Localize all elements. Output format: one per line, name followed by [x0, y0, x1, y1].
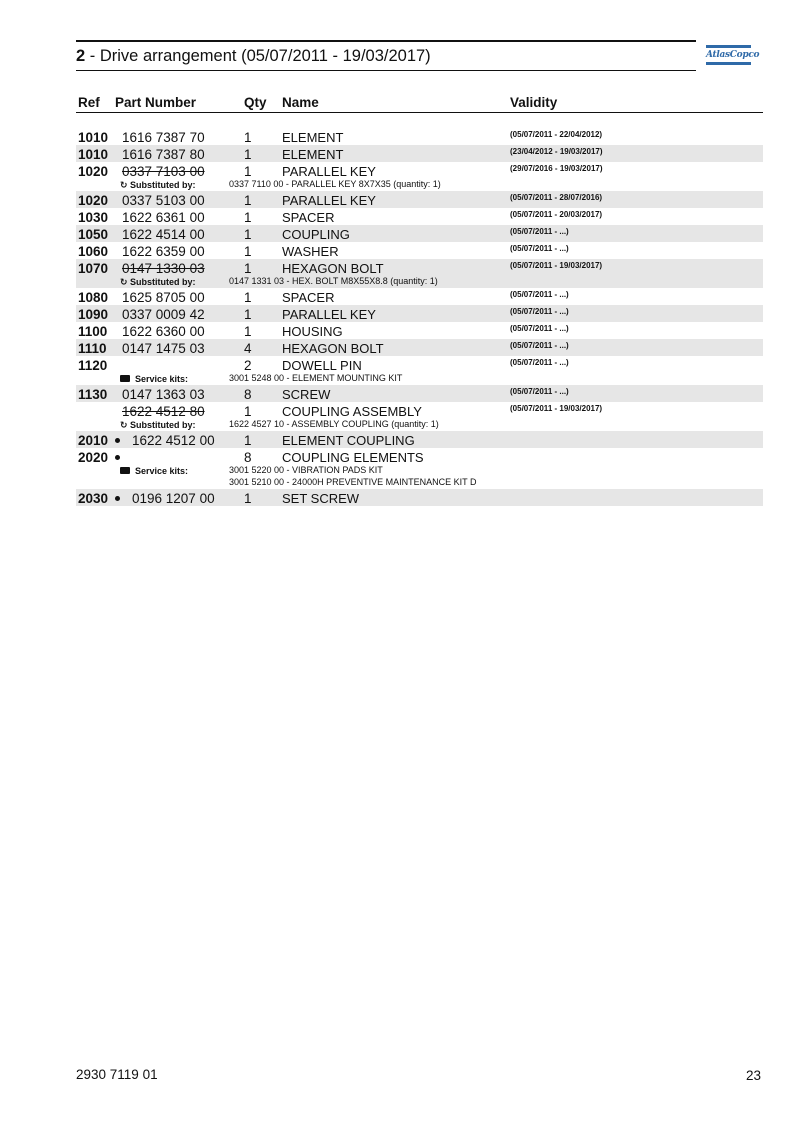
table-row — [76, 356, 763, 385]
page-title — [76, 42, 696, 70]
row-name: PARALLEL KEY — [282, 307, 376, 322]
row-validity: (05/07/2011 - 19/03/2017) — [510, 404, 603, 413]
row-validity: (05/07/2011 - ...) — [510, 244, 569, 253]
row-validity: (05/07/2011 - ...) — [510, 341, 569, 350]
row-qty: 1 — [244, 433, 252, 448]
substituted-by-label — [120, 420, 196, 431]
table-row — [76, 431, 763, 448]
row-ref: 1080 — [78, 290, 109, 305]
row-qty: 1 — [244, 244, 252, 259]
substituted-by-label — [120, 277, 196, 288]
service-kit-text: 3001 5248 00 - ELEMENT MOUNTING KIT — [229, 373, 403, 383]
row-validity: (05/07/2011 - ...) — [510, 290, 569, 299]
service-kit-line — [76, 477, 763, 489]
row-validity: (05/07/2011 - 28/07/2016) — [510, 193, 603, 202]
row-ref: 1060 — [78, 244, 109, 259]
row-qty: 1 — [244, 147, 252, 162]
row-qty: 1 — [244, 307, 252, 322]
row-qty: 8 — [244, 387, 252, 402]
row-ref: 2030 — [78, 491, 109, 506]
row-ref: 1010 — [78, 147, 109, 162]
row-qty: 1 — [244, 130, 252, 145]
table-row — [76, 225, 763, 242]
row-part-number: 1622 6361 00 — [122, 210, 205, 225]
table-row — [76, 145, 763, 162]
row-ref: 1130 — [78, 387, 108, 402]
substitute-text: 0147 1331 03 - HEX. BOLT M8X55X8.8 (quantity: 1) — [229, 276, 438, 286]
row-part-number: 1616 7387 80 — [122, 147, 205, 162]
row-name: HEXAGON BOLT — [282, 341, 384, 356]
refresh-icon: ↻ — [120, 420, 128, 430]
row-ref: 2010 — [78, 433, 109, 448]
row-validity: (05/07/2011 - ...) — [510, 358, 569, 367]
row-qty: 1 — [244, 193, 252, 208]
page-header — [76, 40, 696, 71]
row-name: SCREW — [282, 387, 331, 402]
row-name: PARALLEL KEY — [282, 193, 376, 208]
row-name: WASHER — [282, 244, 339, 259]
table-row — [76, 305, 763, 322]
row-ref: 1020 — [78, 164, 109, 179]
row-qty: 1 — [244, 491, 252, 506]
row-qty: 1 — [244, 324, 252, 339]
row-part-number: 0337 0009 42 — [122, 307, 205, 322]
toolbox-icon — [120, 467, 130, 474]
service-kits-label — [120, 466, 188, 476]
row-name: ELEMENT — [282, 147, 344, 162]
row-name: SPACER — [282, 290, 335, 305]
row-part-number: 1622 6360 00 — [122, 324, 205, 339]
row-part-number: 1622 4512 00 — [132, 433, 215, 448]
row-qty: 1 — [244, 227, 252, 242]
sub-label-text: Substituted by: — [130, 420, 196, 430]
row-part-number: 0337 7103 00 — [122, 164, 205, 179]
row-validity: (05/07/2011 - 20/03/2017) — [510, 210, 603, 219]
sub-label-text: Substituted by: — [130, 277, 196, 287]
bullet-icon — [115, 496, 120, 501]
atlas-copco-logo — [706, 45, 760, 67]
bullet-icon — [115, 455, 120, 460]
row-name: HEXAGON BOLT — [282, 261, 384, 276]
row-part-number: 1622 4514 00 — [122, 227, 205, 242]
logo-text: AtlasCopco — [706, 50, 760, 60]
row-qty: 1 — [244, 290, 252, 305]
table-row — [76, 489, 763, 506]
bullet-icon — [115, 438, 120, 443]
substitution-line — [76, 179, 763, 191]
sub-label-text: Service kits: — [135, 374, 189, 384]
row-validity: (29/07/2016 - 19/03/2017) — [510, 164, 603, 173]
parts-list — [76, 128, 763, 506]
service-kit-text: 3001 5210 00 - 24000H PREVENTIVE MAINTENANCE KIT D — [229, 477, 477, 487]
table-row — [76, 288, 763, 305]
col-ref: Ref — [78, 95, 100, 110]
table-row — [76, 128, 763, 145]
row-qty: 1 — [244, 404, 252, 419]
toolbox-icon — [120, 375, 130, 382]
table-row — [76, 208, 763, 225]
table-row — [76, 385, 763, 402]
table-row — [76, 242, 763, 259]
substitution-line — [76, 276, 763, 288]
section-number: 2 — [76, 47, 86, 65]
row-part-number: 0196 1207 00 — [132, 491, 215, 506]
row-ref: 1030 — [78, 210, 109, 225]
sub-label-text: Service kits: — [135, 466, 189, 476]
row-name: COUPLING — [282, 227, 350, 242]
table-row — [76, 191, 763, 208]
row-qty: 8 — [244, 450, 252, 465]
table-row — [76, 402, 763, 431]
row-ref: 1090 — [78, 307, 109, 322]
row-name: COUPLING ASSEMBLY — [282, 404, 422, 419]
row-name: SET SCREW — [282, 491, 360, 506]
table-row — [76, 339, 763, 356]
row-ref: 2020 — [78, 450, 109, 465]
row-ref: 1110 — [78, 341, 107, 356]
col-qty: Qty — [244, 95, 267, 110]
row-part-number: 1622 4512 80 — [122, 404, 205, 419]
row-name: HOUSING — [282, 324, 343, 339]
document-number: 2930 7119 01 — [76, 1067, 158, 1082]
refresh-icon: ↻ — [120, 277, 128, 287]
row-part-number: 0147 1475 03 — [122, 341, 205, 356]
row-ref: 1070 — [78, 261, 109, 276]
row-qty: 1 — [244, 164, 252, 179]
table-row — [76, 162, 763, 191]
refresh-icon: ↻ — [120, 180, 128, 190]
header-rule-bottom — [76, 70, 696, 71]
page-number: 23 — [746, 1068, 762, 1083]
row-name: PARALLEL KEY — [282, 164, 376, 179]
row-qty: 1 — [244, 210, 252, 225]
col-part-number: Part Number — [115, 95, 197, 110]
row-validity: (05/07/2011 - ...) — [510, 387, 569, 396]
row-validity: (05/07/2011 - ...) — [510, 307, 569, 316]
row-ref: 1100 — [78, 324, 108, 339]
row-part-number: 0337 5103 00 — [122, 193, 205, 208]
table-row — [76, 322, 763, 339]
sub-label-text: Substituted by: — [130, 180, 196, 190]
row-name: SPACER — [282, 210, 335, 225]
row-qty: 1 — [244, 261, 252, 276]
substituted-by-label — [120, 180, 196, 191]
service-kit-line — [76, 373, 763, 385]
row-qty: 4 — [244, 341, 252, 356]
row-validity: (05/07/2011 - 19/03/2017) — [510, 261, 603, 270]
row-validity: (23/04/2012 - 19/03/2017) — [510, 147, 603, 156]
row-validity: (05/07/2011 - ...) — [510, 324, 569, 333]
row-part-number: 0147 1363 03 — [122, 387, 205, 402]
row-part-number: 1622 6359 00 — [122, 244, 205, 259]
row-ref: 1010 — [78, 130, 109, 145]
section-title: - Drive arrangement (05/07/2011 - 19/03/2017) — [85, 47, 431, 65]
row-validity: (05/07/2011 - 22/04/2012) — [510, 130, 603, 139]
row-ref: 1020 — [78, 193, 109, 208]
row-part-number: 1625 8705 00 — [122, 290, 205, 305]
service-kits-label — [120, 374, 188, 384]
service-kit-line — [76, 465, 763, 477]
column-header-row — [76, 94, 763, 113]
row-part-number: 1616 7387 70 — [122, 130, 205, 145]
substitution-line — [76, 419, 763, 431]
substitute-text: 1622 4527 10 - ASSEMBLY COUPLING (quantity: 1) — [229, 419, 439, 429]
col-name: Name — [282, 95, 319, 110]
row-ref: 1050 — [78, 227, 109, 242]
substitute-text: 0337 7110 00 - PARALLEL KEY 8X7X35 (quantity: 1) — [229, 179, 441, 189]
row-name: ELEMENT COUPLING — [282, 433, 415, 448]
service-kit-text: 3001 5220 00 - VIBRATION PADS KIT — [229, 465, 383, 475]
row-part-number: 0147 1330 03 — [122, 261, 205, 276]
table-row — [76, 259, 763, 288]
row-name: DOWELL PIN — [282, 358, 362, 373]
row-ref: 1120 — [78, 358, 108, 373]
col-validity: Validity — [510, 95, 558, 110]
row-qty: 2 — [244, 358, 252, 373]
row-name: ELEMENT — [282, 130, 344, 145]
row-name: COUPLING ELEMENTS — [282, 450, 424, 465]
table-row — [76, 448, 763, 489]
row-validity: (05/07/2011 - ...) — [510, 227, 569, 236]
